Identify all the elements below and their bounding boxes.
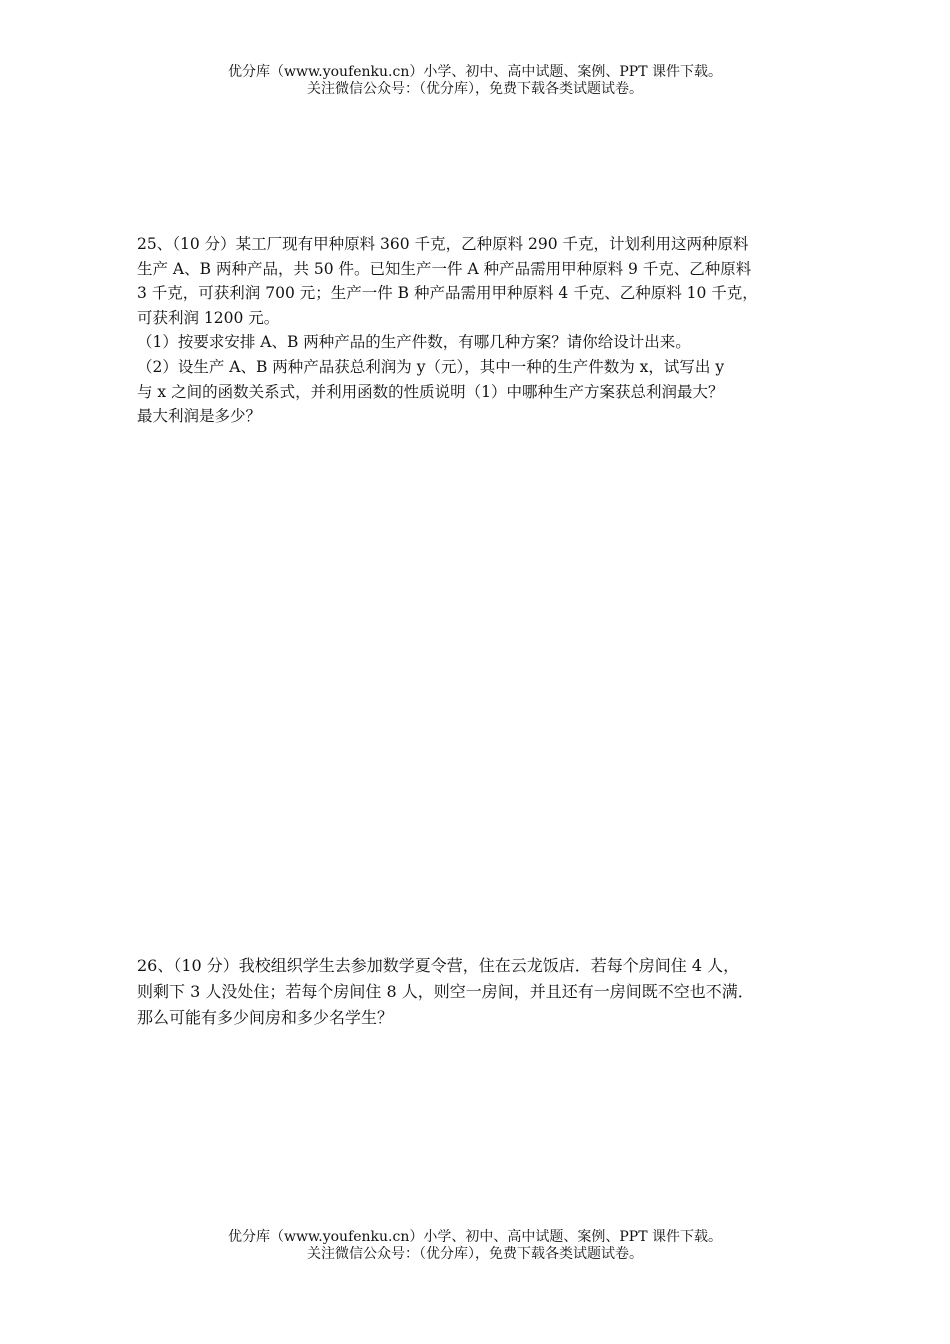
question-25-line-2: 生产 A、B 两种产品，共 50 件。已知生产一件 A 种产品需用甲种原料 9 千克、乙种原料 [137,259,752,278]
page-header [0,64,950,98]
question-25-part-1: （1）按要求安排 A、B 两种产品的生产件数，有哪几种方案？请你给设计出来。 [137,333,691,352]
question-25-part-2-line-3: 最大利润是多少？ [137,407,262,426]
question-26-line-3: 那么可能有多少间房和多少名学生？ [137,1008,394,1027]
question-26-line-2: 则剩下 3 人没处住；若每个房间住 8 人，则空一房间，并且还有一房间既不空也不满． [137,982,754,1001]
question-25 [137,232,857,429]
question-26-line-1: 26、（10 分）我校组织学生去参加数学夏令营，住在云龙饭店．若每个房间住 4 人， [137,956,740,975]
header-line-1: 优分库（www.youfenku.cn）小学、初中、高中试题、案例、PPT 课件下载。 [227,64,722,80]
page-footer [0,1229,950,1263]
question-25-line-4: 可获利润 1200 元。 [137,308,280,327]
header-line-2: 关注微信公众号：（优分库），免费下载各类试题试卷。 [307,81,643,97]
question-25-part-2-line-2: 与 x 之间的函数关系式，并利用函数的性质说明（1）中哪种生产方案获总利润最大？ [137,382,724,401]
question-25-part-2-line-1: （2）设生产 A、B 两种产品获总利润为 y（元），其中一种的生产件数为 x，试写出 y [137,357,725,376]
question-25-line-3: 3 千克，可获利润 700 元；生产一件 B 种产品需用甲种原料 4 千克、乙种原料 10 千克， [137,284,758,303]
footer-line-2: 关注微信公众号：（优分库），免费下载各类试题试卷。 [307,1246,643,1262]
question-25-line-1: 25、（10 分）某工厂现有甲种原料 360 千克，乙种原料 290 千克，计划利用这两种原料 [137,235,749,253]
question-26 [137,953,857,1031]
footer-line-1: 优分库（www.youfenku.cn）小学、初中、高中试题、案例、PPT 课件下载。 [227,1229,722,1245]
